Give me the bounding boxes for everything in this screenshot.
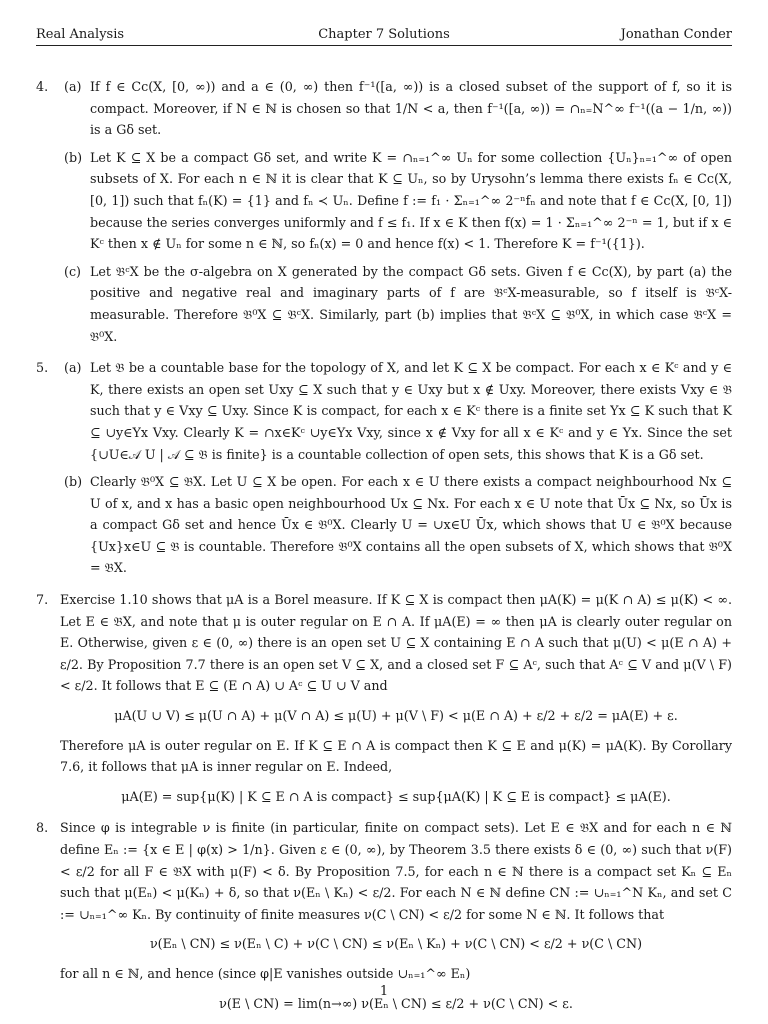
header-rule: [36, 45, 732, 46]
paragraph: Therefore μA is outer regular on E. If K ⊆ E ∩ A is compact then K ⊆ E and μ(K) = μA(K). By Corollary 7.6, it follows that μA is inner regular on E. Indeed,: [60, 737, 732, 775]
part-label: (a): [64, 360, 82, 376]
running-header: [36, 24, 732, 44]
problem-part: [60, 357, 732, 465]
part-label: (c): [64, 263, 82, 279]
display-equation: μA(U ∪ V) ≤ μ(U ∩ A) + μ(V ∩ A) ≤ μ(U) + μ(V \ F) < μ(E ∩ A) + ε/2 + ε/2 = μA(E) + ε.: [114, 708, 678, 724]
part-text: Let K ⊆ X be a compact Gδ set, and write K = ∩ₙ₌₁^∞ Uₙ for some collection {Uₙ}ₙ₌₁^∞ of open subsets of X. For each n ∈ ℕ it is clear that K ⊆ Uₙ, so by Urysohn’s lemma there exists fₙ ∈ Cc(X, [0, 1]) such that fₙ(K) = {1} and fₙ ≺ Uₙ. Define f := f₁ · Σₙ₌₁^∞ 2⁻ⁿfₙ and note that f ∈ Cc(X, [0, 1]) because the series converges uniformly and f ≤ f₁. If x ∈ K then f(x) = 1 · Σₙ₌₁^∞ 2⁻ⁿ = 1, but if x ∈ Kᶜ then x ∉ Uₙ for some n ∈ ℕ, so fₙ(x) = 0 and hence f(x) < 1. Therefore K = f⁻¹({1}).: [90, 149, 732, 252]
problem-part: [60, 471, 732, 579]
header-chapter-title: Chapter 7 Solutions: [318, 27, 450, 42]
page-number: 1: [379, 984, 389, 999]
header-course-title: Real Analysis: [36, 27, 125, 42]
display-equation: μA(E) = sup{μ(K) | K ⊆ E ∩ A is compact} ≤ sup{μA(K) | K ⊆ E is compact} ≤ μA(E).: [121, 788, 671, 804]
problem-part: [60, 147, 732, 255]
solutions-body: [36, 76, 732, 1024]
problem-number: 8.: [36, 820, 49, 836]
display-equation: ν(E \ CN) = lim(n→∞) ν(Eₙ \ CN) ≤ ε/2 + ν(C \ CN) < ε.: [219, 995, 573, 1011]
part-text: If f ∈ Cc(X, [0, ∞)) and a ∈ (0, ∞) then f⁻¹([a, ∞)) is a closed subset of the support of f, so it is compact. Moreover, if N ∈ ℕ is chosen so that 1/N < a, then f⁻¹([a, ∞)) = ∩ₙ₌N^∞ f⁻¹((a − 1/n, ∞)) is a Gδ set.: [90, 79, 732, 138]
problem-5: [36, 357, 732, 579]
part-label: (b): [64, 149, 83, 165]
problem-number: 5.: [36, 360, 49, 376]
part-text: Clearly 𝔅⁰X ⊆ 𝔅X. Let U ⊆ X be open. For each x ∈ U there exists a compact neighbourhood Nx ⊆ U of x, and x has a basic open neighbourhood Ux ⊆ Nx. For each x ∈ U note that Ūx ⊆ Nx, so Ūx is a compact Gδ set and hence Ūx ∈ 𝔅⁰X. Clearly U = ∪x∈U Ūx, which shows that U ∈ 𝔅⁰X because {Ux}x∈U ⊆ 𝔅 is countable. Therefore 𝔅⁰X contains all the open subsets of X, which shows that 𝔅⁰X = 𝔅X.: [90, 474, 732, 576]
paragraph: Exercise 1.10 shows that μA is a Borel measure. If K ⊆ X is compact then μA(K) = μ(K ∩ A) ≤ μ(K) < ∞. Let E ∈ 𝔅X, and note that μ is outer regular on E ∩ A. If μA(E) = ∞ then μA is clearly outer regular on E. Otherwise, given ε ∈ (0, ∞) there is an open set U ⊆ X containing E ∩ A such that μ(U) < μ(E ∩ A) + ε/2. By Proposition 7.7 there is an open set V ⊆ X, and a closed set F ⊆ Aᶜ, such that Aᶜ ⊆ V and μ(V \ F) < ε/2. It follows that E ⊆ (E ∩ A) ∪ Aᶜ ⊆ U ∪ V and: [60, 592, 732, 694]
paragraph: for all n ∈ ℕ, and hence (since φ|E vanishes outside ∪ₙ₌₁^∞ Eₙ): [60, 965, 471, 981]
part-text: Let 𝔅ᶜX be the σ-algebra on X generated by the compact Gδ sets. Given f ∈ Cc(X), by part (a) the positive and negative real and imaginary parts of f are 𝔅ᶜX-measurable, so f itself is 𝔅ᶜX-measurable. Therefore 𝔅⁰X ⊆ 𝔅ᶜX. Similarly, part (b) implies that 𝔅ᶜX ⊆ 𝔅⁰X, in which case 𝔅ᶜX = 𝔅⁰X.: [90, 263, 732, 344]
paragraph: Since φ is integrable ν is finite (in particular, finite on compact sets). Let E ∈ 𝔅X and for each n ∈ ℕ define Eₙ := {x ∈ E | φ(x) > 1/n}. Given ε ∈ (0, ∞), by Theorem 3.5 there exists δ ∈ (0, ∞) such that ν(F) < ε/2 for all F ∈ 𝔅X with μ(F) < δ. By Proposition 7.5, for each n ∈ ℕ there is a compact set Kₙ ⊆ Eₙ such that μ(Eₙ) < μ(Kₙ) + δ, so that ν(Eₙ \ Kₙ) < ε/2. For each N ∈ ℕ define CN := ∪ₙ₌₁^N Kₙ, and set C := ∪ₙ₌₁^∞ Kₙ. By continuity of finite measures ν(C \ CN) < ε/2 for some N ∈ ℕ. It follows that: [60, 820, 732, 922]
problem-4: [36, 76, 732, 347]
problem-7: [36, 589, 732, 807]
part-text: Let 𝔅 be a countable base for the topology of X, and let K ⊆ X be compact. For each x ∈ Kᶜ and y ∈ K, there exists an open set Uxy ⊆ X such that y ∈ Uxy but x ∉ Uxy. Moreover, there exists Vxy ∈ 𝔅 such that y ∈ Vxy ⊆ Uxy. Since K is compact, for each x ∈ Kᶜ there is a finite set Yx ⊆ K such that K ⊆ ∪y∈Yx Vxy. Clearly K = ∩x∈Kᶜ ∪y∈Yx Vxy, since x ∉ Vxy for all x ∈ Kᶜ and y ∈ Yx. Since the set {∪U∈𝒜 U | 𝒜 ⊆ 𝔅 is finite} is a countable collection of open sets, this shows that K is a Gδ set.: [90, 360, 732, 462]
problem-part: [60, 261, 732, 347]
problem-number: 7.: [36, 592, 49, 608]
part-label: (b): [64, 474, 83, 490]
part-label: (a): [64, 79, 82, 94]
problem-number: 4.: [36, 79, 49, 94]
problem-part: [60, 76, 732, 141]
display-equation: ν(Eₙ \ CN) ≤ ν(Eₙ \ C) + ν(C \ CN) ≤ ν(Eₙ \ Kₙ) + ν(C \ CN) < ε/2 + ν(C \ CN): [149, 936, 643, 952]
header-author: Jonathan Conder: [620, 27, 732, 42]
